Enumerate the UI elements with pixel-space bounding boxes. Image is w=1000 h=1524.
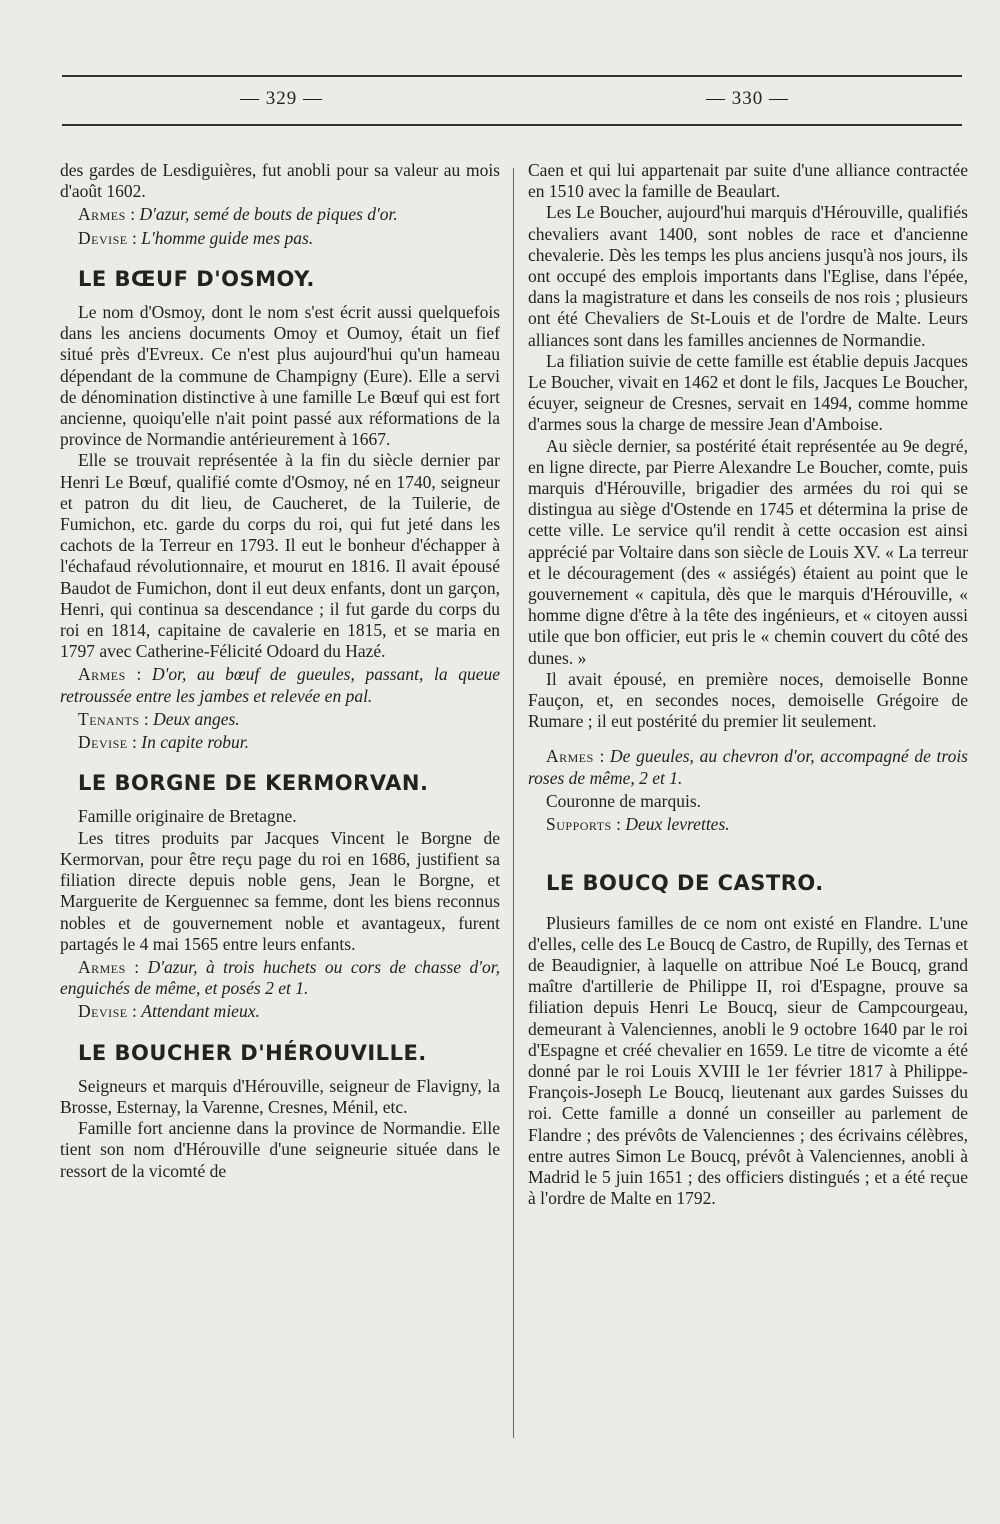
- supports-label: Supports: [546, 814, 612, 835]
- couronne-line: Couronne de marquis.: [546, 790, 702, 811]
- label-separator: :: [611, 814, 626, 835]
- label-separator: :: [125, 956, 148, 977]
- devise-line: [60, 1001, 500, 1022]
- label-separator: :: [125, 204, 140, 225]
- armes-text: D'or, au bœuf de gueules, passant, la queue retroussée entre les jambes et relevée en pal.: [60, 664, 500, 706]
- armes-label: Armes: [78, 664, 126, 685]
- section-heading-boucq-de-castro: LE BOUCQ DE CASTRO.: [546, 871, 824, 896]
- page-number-left: — 329 —: [240, 88, 323, 109]
- armes-label: Armes: [546, 746, 594, 767]
- paragraph: Seigneurs et marquis d'Hérouville, seigneur de Flavigny, la Brosse, Esternay, la Varenne, Cresnes, Ménil, etc.: [60, 1075, 500, 1117]
- page-number-right: — 330 —: [706, 88, 789, 109]
- supports-line: [528, 814, 968, 835]
- label-separator: :: [127, 227, 142, 248]
- section-heading-borgne-de-kermorvan: LE BORGNE DE KERMORVAN.: [78, 771, 429, 796]
- section-heading-boeuf-dosmoy: LE BŒUF D'OSMOY.: [78, 266, 315, 291]
- devise-label: Devise: [78, 732, 128, 753]
- armes-line: [60, 204, 500, 225]
- devise-line: [60, 228, 500, 249]
- devise-label: Devise: [78, 1001, 128, 1022]
- armes-line: [60, 957, 500, 999]
- header-rule-bottom: [62, 124, 962, 126]
- label-separator: :: [125, 664, 152, 685]
- paragraph: Elle se trouvait représentée à la fin du siècle dernier par Henri Le Bœuf, qualifié comte d'Osmoy, né en 1740, seigneur et patron du dit lieu, de Caucheret, de la Tuilerie, de Fumichon, etc. garde du corps du roi, qui fut jeté dans les cachots de la Terreur en 1793. Il eut le bonheur d'échapper à l'échafaud révolutionnaire, et mourut en 1816. Il avait épousé Baudot de Fumichon, dont il eut deux enfants, dont un garçon, Henri, qui continua sa descendance ; il fut garde du corps du roi en 1814, capitaine de cavalerie en 1815, et se maria en 1797 avec Catherine-Félicité Odoard du Hazé.: [60, 450, 500, 662]
- devise-text: L'homme guide mes pas.: [141, 227, 314, 248]
- tenants-text: Deux anges.: [153, 708, 240, 729]
- paragraph: Au siècle dernier, sa postérité était représentée au 9e degré, en ligne directe, par Pierre Alexandre Le Boucher, comte, puis marquis d'Hérouville, brigadier des armées du roi qui se distingua au siège d'Ostende en 1745 et détermina la prise de cette ville. Le service qu'il rendit à cette occasion est ainsi apprécié par Voltaire dans son siècle de Louis XV. « La terreur et le découragement (des « assiégés) étaient au point que le gouvernement « capitula, dès que le marquis d'Hérouville, « homme digne d'être à la tête des ingénieurs, et « citoyen aussi utile que bon officier, eut pris le « chemin couvert du côté des dunes. »: [528, 435, 968, 668]
- devise-text: Attendant mieux.: [141, 1001, 260, 1022]
- paragraph: Famille fort ancienne dans la province de Normandie. Elle tient son nom d'Hérouville d'une seigneurie située dans le ressort de la vicomté de: [60, 1118, 500, 1181]
- tenants-line: [60, 709, 500, 730]
- paragraph: Plusieurs familles de ce nom ont existé en Flandre. L'une d'elles, celle des Le Boucq de Castro, de Rupilly, des Ternas et de Beaudignier, à laquelle on attribue Noé Le Boucq, grand maître d'artillerie de Philippe II, roi d'Espagne, prouve sa filiation depuis Henri Le Boucq, sieur de Campcourgeau, demeurant à Valenciennes, anobli le 9 octobre 1640 par le roi d'Espagne et créé chevalier en 1659. Le titre de vicomte a été donné par le roi Louis XVIII le 1er février 1817 à Philippe-François-Joseph Le Boucq, lieutenant aux gardes Suisses du roi. Cette famille a donné un conseiller au parlement de Flandre ; des prévôts de Valenciennes ; des écrivains célèbres, entre autres Simon Le Boucq, prévôt à Valenciennes, anobli à Madrid le 5 juin 1651 ; des officiers distingués ; et a été reçue à l'ordre de Malte en 1792.: [528, 912, 968, 1209]
- column-divider: [513, 168, 514, 1438]
- armes-line: [528, 746, 968, 788]
- devise-label: Devise: [78, 227, 128, 248]
- devise-line: [60, 732, 500, 753]
- left-column: [60, 160, 500, 1182]
- paragraph: Famille originaire de Bretagne.: [78, 806, 297, 827]
- right-column: [528, 160, 968, 1209]
- supports-text: Deux levrettes.: [625, 814, 730, 835]
- paragraph: des gardes de Lesdiguières, fut anobli pour sa valeur au mois d'août 1602.: [60, 160, 500, 202]
- section-heading-boucher-dherouville: LE BOUCHER D'HÉROUVILLE.: [78, 1040, 427, 1065]
- armes-label: Armes: [78, 204, 126, 225]
- paragraph: Le nom d'Osmoy, dont le nom s'est écrit aussi quelquefois dans les anciens documents Omoy et Oumoy, était un fief situé près d'Evreux. Ce n'est plus aujourd'hui qu'un hameau dépendant de la commune de Champigny (Eure). Elle a servi de dénomination distinctive à une famille Le Bœuf qui est fort ancienne, quoiqu'elle n'ait point passé aux réformations de la province de Normandie antérieurement à 1667.: [60, 302, 500, 450]
- paragraph: Les Le Boucher, aujourd'hui marquis d'Hérouville, qualifiés chevaliers avant 1400, sont nobles de race et d'ancienne chevalerie. Dès les temps les plus anciens jusqu'à nos jours, ils ont occupé des emplois importants dans l'Eglise, dans l'épée, dans la magistrature et dans les conseils de nos rois ; plusieurs ont été Chevaliers de St-Louis et de l'ordre de Malte. Leurs alliances sont dans les familles anciennes de Normandie.: [528, 202, 968, 350]
- label-separator: :: [127, 1001, 142, 1022]
- paragraph: Caen et qui lui appartenait par suite d'une alliance contractée en 1510 avec la famille de Beaulart.: [528, 160, 968, 202]
- header-rule-top: [62, 75, 962, 77]
- paragraph: Les titres produits par Jacques Vincent le Borgne de Kermorvan, pour être reçu page du roi en 1686, justifient sa filiation directe depuis noble gens, Jean le Borgne, et Marguerite de Kerguennec sa femme, dont les biens reconnus nobles et de gouvernement noble et avantageux, furent partagés le 4 mai 1565 entre leurs enfants.: [60, 827, 500, 954]
- paragraph: Il avait épousé, en première noces, demoiselle Bonne Fauçon, et, en secondes noces, demoiselle Grégoire de Rumare ; il eut postérité du premier lit seulement.: [528, 668, 968, 732]
- label-separator: :: [127, 732, 142, 753]
- armes-text: D'azur, à trois huchets ou cors de chasse d'or, enguichés de même, et posés 2 et 1.: [60, 956, 500, 999]
- armes-line: [60, 664, 500, 706]
- tenants-label: Tenants: [78, 708, 140, 729]
- devise-text: In capite robur.: [141, 732, 250, 753]
- armes-label: Armes: [78, 956, 126, 977]
- armes-text: D'azur, semé de bouts de piques d'or.: [139, 204, 398, 225]
- label-separator: :: [593, 746, 611, 767]
- label-separator: :: [139, 708, 154, 729]
- paragraph: La filiation suivie de cette famille est établie depuis Jacques Le Boucher, vivait en 1462 et dont le fils, Jacques Le Boucher, écuyer, seigneur de Cresnes, servait en 1494, comme homme d'armes sous la charge de messire Jean d'Amboise.: [528, 350, 968, 435]
- armes-text: De gueules, au chevron d'or, accompagné de trois roses de même, 2 et 1.: [528, 746, 968, 788]
